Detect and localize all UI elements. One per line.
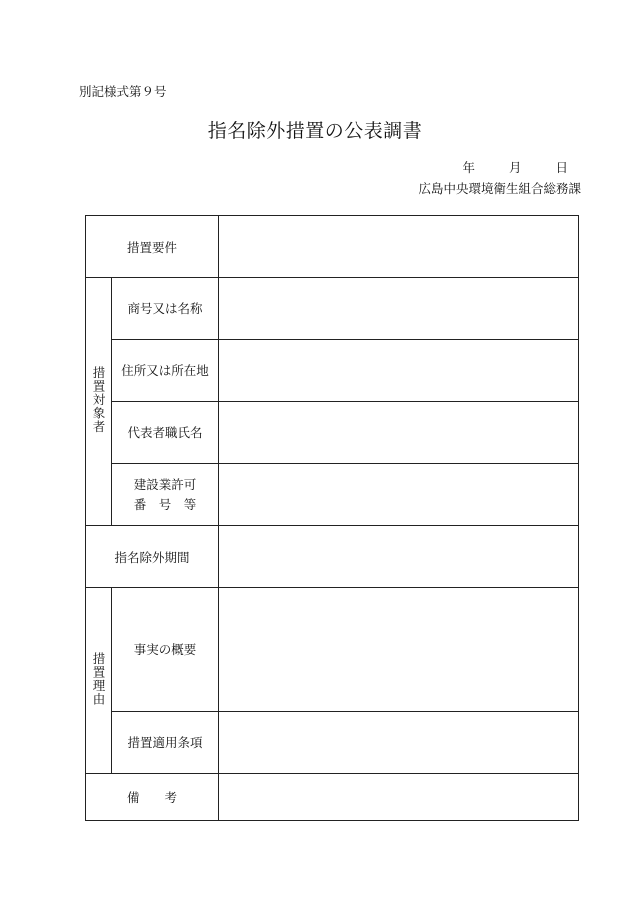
license-label-cell bbox=[112, 464, 219, 526]
requirements-label: 措置要件 bbox=[86, 216, 219, 278]
table-row bbox=[86, 712, 579, 774]
requirements-value bbox=[219, 216, 579, 278]
period-value bbox=[219, 526, 579, 588]
trade-name-value bbox=[219, 278, 579, 340]
address-label: 住所又は所在地 bbox=[112, 340, 219, 402]
table-row bbox=[86, 340, 579, 402]
target-group-label-cell bbox=[86, 278, 112, 526]
date-line bbox=[462, 158, 568, 176]
table-row bbox=[86, 278, 579, 340]
document-title: 指名除外措置の公表調書 bbox=[207, 120, 423, 142]
facts-label: 事実の概要 bbox=[112, 588, 219, 712]
facts-value bbox=[219, 588, 579, 712]
address-value bbox=[219, 340, 579, 402]
date-year: 年 bbox=[462, 160, 475, 175]
representative-label: 代表者職氏名 bbox=[112, 402, 219, 464]
date-day: 日 bbox=[555, 160, 568, 175]
table-row bbox=[86, 216, 579, 278]
clause-value bbox=[219, 712, 579, 774]
representative-value bbox=[219, 402, 579, 464]
remarks-label: 備 考 bbox=[86, 774, 219, 821]
form-number: 別記様式第９号 bbox=[79, 84, 167, 99]
date-month: 月 bbox=[508, 160, 522, 175]
target-group-label: 措置対象者 bbox=[91, 366, 106, 434]
license-label-line2: 番 号 等 bbox=[133, 496, 197, 512]
table-row bbox=[86, 774, 579, 821]
trade-name-label: 商号又は名称 bbox=[112, 278, 219, 340]
table-row bbox=[86, 526, 579, 588]
table-row bbox=[86, 464, 579, 526]
remarks-value bbox=[219, 774, 579, 821]
issuer-name: 広島中央環境衛生組合総務課 bbox=[418, 181, 581, 196]
table-row bbox=[86, 588, 579, 712]
table-row bbox=[86, 402, 579, 464]
clause-label: 措置適用条項 bbox=[112, 712, 219, 774]
period-label: 指名除外期間 bbox=[86, 526, 219, 588]
disclosure-table bbox=[85, 215, 579, 821]
reason-group-label: 措置理由 bbox=[91, 652, 106, 706]
license-value bbox=[219, 464, 579, 526]
license-label-line1: 建設業許可 bbox=[133, 477, 197, 493]
reason-group-label-cell bbox=[86, 588, 112, 774]
